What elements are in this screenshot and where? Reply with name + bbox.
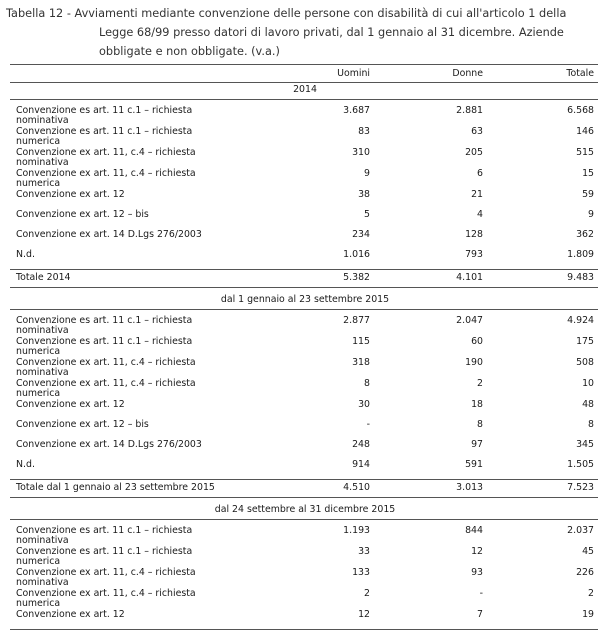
- cell-donne: 97: [471, 439, 483, 450]
- cell-totale: 362: [576, 229, 594, 240]
- cell-totale: 2: [588, 588, 594, 599]
- table-row: [10, 105, 598, 126]
- row-label: [10, 419, 240, 439]
- row-label: [10, 609, 240, 630]
- cell-uomini: 234: [352, 229, 370, 240]
- row-label: [10, 315, 240, 336]
- table-row: [10, 315, 598, 336]
- row-label: [10, 525, 240, 546]
- row-label-text: Convenzione ex art. 11, c.4 – richiesta nominativa: [16, 147, 196, 168]
- table-row: [10, 567, 598, 588]
- header-row: [10, 65, 598, 83]
- header-uomini: Uomini: [240, 65, 374, 83]
- row-label-text: N.d.: [16, 459, 35, 470]
- cell-donne: 205: [465, 147, 483, 158]
- cell-uomini: 1.016: [343, 249, 370, 260]
- cell-uomini: 248: [352, 439, 370, 450]
- cell-uomini: -: [366, 419, 370, 430]
- section-header-row: [10, 83, 598, 100]
- cell-donne: 591: [465, 459, 483, 470]
- row-label-text: Convenzione ex art. 12: [16, 189, 125, 200]
- cell-donne: 21: [471, 189, 483, 200]
- cell-totale: 2.037: [567, 525, 594, 536]
- table-row: [10, 357, 598, 378]
- cell-totale: 9: [588, 209, 594, 220]
- row-label: [10, 567, 240, 588]
- row-label: [10, 168, 240, 189]
- cell-uomini: 83: [358, 126, 370, 137]
- section-title: dal 1 gennaio al 23 settembre 2015: [10, 293, 598, 310]
- row-label-text: Convenzione ex art. 11, c.4 – richiesta nominativa: [16, 357, 196, 378]
- table-row: [10, 399, 598, 419]
- cell-totale: 8: [588, 419, 594, 430]
- row-label: [10, 336, 240, 357]
- header-donne: Donne: [374, 65, 487, 83]
- section-title: 2014: [10, 83, 598, 100]
- cell-uomini: 5: [364, 209, 370, 220]
- table-row: [10, 126, 598, 147]
- section-header-row: [10, 503, 598, 520]
- cell-totale: 175: [576, 336, 594, 347]
- table-row: [10, 336, 598, 357]
- row-label: [10, 209, 240, 229]
- cell-totale: 1.505: [567, 459, 594, 470]
- cell-donne: 4: [477, 209, 483, 220]
- cell-uomini: 8: [364, 378, 370, 389]
- row-label: [10, 459, 240, 480]
- cell-donne: 128: [465, 229, 483, 240]
- cell-donne: 63: [471, 126, 483, 137]
- cell-uomini: 318: [352, 357, 370, 368]
- cell-totale: 10: [582, 378, 594, 389]
- cell-totale: 45: [582, 546, 594, 557]
- cell-donne: 93: [471, 567, 483, 578]
- cell-totale: 508: [576, 357, 594, 368]
- cell-donne: 18: [471, 399, 483, 410]
- cell-totale: 345: [576, 439, 594, 450]
- cell-uomini: 12: [240, 609, 374, 630]
- row-label-text: Convenzione ex art. 14 D.Lgs 276/2003: [16, 229, 202, 240]
- table-row: [10, 378, 598, 399]
- row-label-text: Convenzione es art. 11 c.1 – richiesta nominativa: [16, 315, 193, 336]
- cell-donne: 2: [477, 378, 483, 389]
- cell-totale: 19: [487, 609, 598, 630]
- total-donne: 4.101: [374, 270, 487, 288]
- table-row: [10, 419, 598, 439]
- cell-totale: 4.924: [567, 315, 594, 326]
- total-uomini: 5.382: [240, 270, 374, 288]
- caption-line-3: obbligate e non obbligate. (v.a.): [99, 45, 280, 58]
- row-label-text: Convenzione es art. 11 c.1 – richiesta numerica: [16, 336, 193, 357]
- table-row: [10, 525, 598, 546]
- row-label: [10, 126, 240, 147]
- cell-donne: 844: [465, 525, 483, 536]
- row-label-text: Convenzione es art. 11 c.1 – richiesta nominativa: [16, 525, 193, 546]
- row-label-text: Convenzione ex art. 11, c.4 – richiesta numerica: [16, 378, 196, 399]
- row-label: [10, 399, 240, 419]
- total-totale: 9.483: [487, 270, 598, 288]
- row-label-text: Convenzione es art. 11 c.1 – richiesta numerica: [16, 546, 193, 567]
- cell-donne: 2.047: [456, 315, 483, 326]
- row-label-text: Convenzione ex art. 11, c.4 – richiesta numerica: [16, 588, 196, 609]
- total-row: [10, 270, 598, 288]
- cell-uomini: 30: [358, 399, 370, 410]
- cell-uomini: 2.877: [343, 315, 370, 326]
- caption-line-2: Legge 68/99 presso datori di lavoro privati, dal 1 gennaio al 31 dicembre. Aziende: [99, 26, 564, 39]
- table-row: [10, 459, 598, 480]
- cell-totale: 48: [582, 399, 594, 410]
- table-row: [10, 229, 598, 249]
- cell-totale: 146: [576, 126, 594, 137]
- cell-uomini: 1.193: [343, 525, 370, 536]
- total-row: [10, 480, 598, 498]
- row-label-text: N.d.: [16, 249, 35, 260]
- row-label-text: Convenzione ex art. 12 – bis: [16, 419, 149, 430]
- row-label-text: Convenzione ex art. 12 – bis: [16, 209, 149, 220]
- total-label: Totale dal 1 gennaio al 23 settembre 2015: [10, 480, 240, 498]
- table-row: [10, 147, 598, 168]
- cell-uomini: 133: [352, 567, 370, 578]
- row-label: [10, 189, 240, 209]
- cell-donne: 6: [477, 168, 483, 179]
- row-label: [10, 588, 240, 609]
- caption-line-1: Tabella 12 - Avviamenti mediante convenzione delle persone con disabilità di cui all'articolo 1 della: [6, 7, 567, 20]
- row-label: [10, 147, 240, 168]
- cell-uomini: 3.687: [343, 105, 370, 116]
- cell-totale: 1.809: [567, 249, 594, 260]
- row-label-text: Convenzione ex art. 11, c.4 – richiesta numerica: [16, 168, 196, 189]
- row-label-text: Convenzione ex art. 11, c.4 – richiesta nominativa: [16, 567, 196, 588]
- row-label: [10, 546, 240, 567]
- row-label-text: Convenzione es art. 11 c.1 – richiesta nominativa: [16, 105, 193, 126]
- section-header-row: [10, 293, 598, 310]
- total-uomini: 4.510: [240, 480, 374, 498]
- cell-donne: 2.881: [456, 105, 483, 116]
- data-table: [10, 64, 598, 630]
- cell-donne: 793: [465, 249, 483, 260]
- cell-uomini: 310: [352, 147, 370, 158]
- table-row: [10, 588, 598, 609]
- cell-uomini: 914: [352, 459, 370, 470]
- row-label-text: Convenzione es art. 11 c.1 – richiesta numerica: [16, 126, 193, 147]
- cell-totale: 15: [582, 168, 594, 179]
- cell-donne: 190: [465, 357, 483, 368]
- table-row: [10, 168, 598, 189]
- cell-uomini: 2: [364, 588, 370, 599]
- table-row: [10, 546, 598, 567]
- cell-totale: 6.568: [567, 105, 594, 116]
- total-label: Totale 2014: [10, 270, 240, 288]
- cell-donne: 7: [374, 609, 487, 630]
- cell-uomini: 9: [364, 168, 370, 179]
- cell-uomini: 115: [352, 336, 370, 347]
- table-row: [10, 439, 598, 459]
- table-row: [10, 209, 598, 229]
- cell-totale: 515: [576, 147, 594, 158]
- cell-donne: 8: [477, 419, 483, 430]
- cell-totale: 59: [582, 189, 594, 200]
- section-title: dal 24 settembre al 31 dicembre 2015: [10, 503, 598, 520]
- total-totale: 7.523: [487, 480, 598, 498]
- total-donne: 3.013: [374, 480, 487, 498]
- cell-uomini: 38: [358, 189, 370, 200]
- table-row: [10, 609, 598, 630]
- row-label: [10, 378, 240, 399]
- row-label-text: Convenzione ex art. 14 D.Lgs 276/2003: [16, 439, 202, 450]
- cell-donne: 12: [471, 546, 483, 557]
- cell-uomini: 33: [358, 546, 370, 557]
- table-row: [10, 249, 598, 270]
- cell-donne: 60: [471, 336, 483, 347]
- row-label: [10, 249, 240, 270]
- row-label: [10, 357, 240, 378]
- cell-totale: 226: [576, 567, 594, 578]
- table-caption: [6, 4, 604, 61]
- cell-donne: -: [479, 588, 483, 599]
- row-label-text: Convenzione ex art. 12: [16, 399, 125, 410]
- header-totale: Totale: [487, 65, 598, 83]
- row-label: [10, 229, 240, 249]
- header-label: [10, 65, 240, 83]
- row-label: [10, 439, 240, 459]
- row-label: [10, 105, 240, 126]
- row-label-text: Convenzione ex art. 12: [16, 609, 125, 620]
- table-row: [10, 189, 598, 209]
- table-body: [10, 83, 598, 630]
